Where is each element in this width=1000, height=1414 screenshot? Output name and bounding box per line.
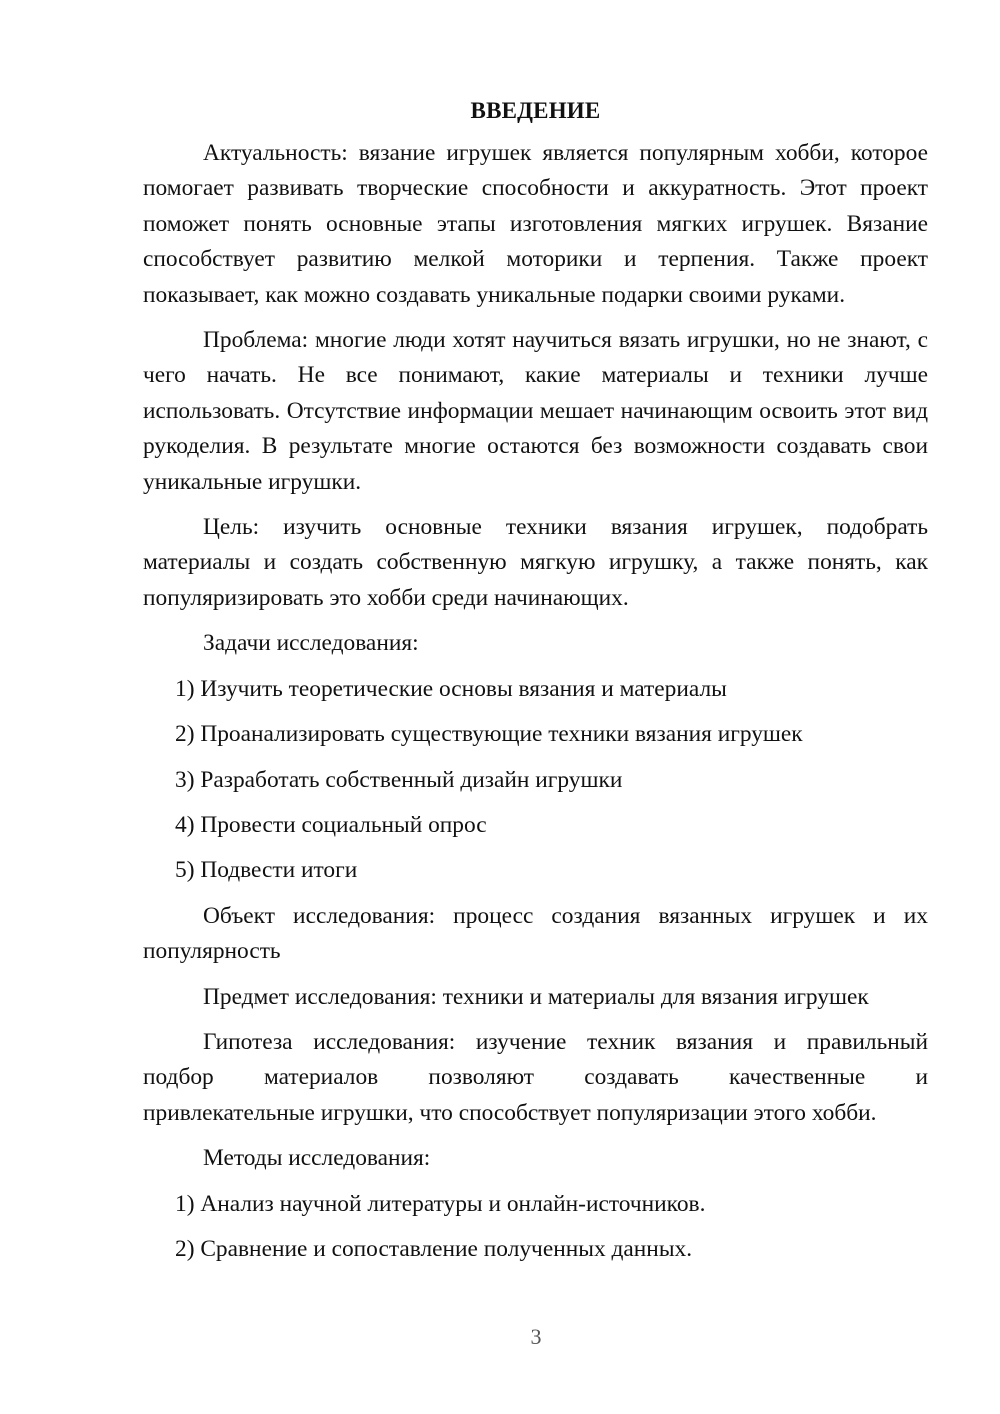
task-item: 4) Провести социальный опрос: [175, 811, 487, 838]
goal-paragraph: Цель: изучить основные техники вязания игрушек, подобрать материалы и создать собственную мягкую игрушку, а также понять, как популяризировать это хобби среди начинающих.: [143, 514, 928, 611]
method-item: 1) Анализ научной литературы и онлайн-источников.: [175, 1190, 706, 1217]
method-item: 2) Сравнение и сопоставление полученных данных.: [175, 1235, 693, 1262]
task-item: 2) Проанализировать существующие техники вязания игрушек: [175, 721, 803, 748]
task-item: 5) Подвести итоги: [175, 857, 358, 884]
methods-list: [143, 1187, 928, 1268]
hypothesis-line: привлекательные игрушки, что способствует популяризации этого хобби.: [143, 1099, 877, 1126]
tasks-list: [143, 672, 928, 889]
relevance-paragraph: Актуальность: вязание игрушек является популярным хобби, которое помогает развивать творческие способности и аккуратность. Этот проект поможет понять основные этапы изготовления мягких игрушек. Вязание способствует развитию мелкой моторики и терпения. Также проект показывает, как можно создавать уникальные подарки своими руками.: [143, 140, 928, 308]
section-heading: ВВЕДЕНИЕ: [470, 98, 601, 123]
tasks-title: Задачи исследования:: [203, 630, 419, 657]
problem-paragraph: Проблема: многие люди хотят научиться вязать игрушки, но не знают, с чего начать. Не все понимают, какие материалы и техники лучше использовать. Отсутствие информации мешает начинающим освоить этот вид рукоделия. В результате многие остаются без возможности создавать свои уникальные игрушки.: [143, 327, 928, 495]
object-paragraph: Объект исследования: процесс создания вязанных игрушек и их популярность: [143, 902, 928, 965]
task-item: 3) Разработать собственный дизайн игрушки: [175, 766, 623, 793]
hypothesis-line: подбор материалов позволяют создавать качественные и: [143, 1064, 928, 1091]
page-content: [143, 94, 928, 1277]
hypothesis-paragraph: [143, 1025, 928, 1131]
task-item: 1) Изучить теоретические основы вязания и материалы: [175, 675, 727, 702]
hypothesis-line: Гипотеза исследования: изучение техник вязания и правильный: [203, 1028, 928, 1055]
page-number: 3: [530, 1324, 542, 1349]
subject-paragraph: Предмет исследования: техники и материалы для вязания игрушек: [203, 983, 869, 1010]
methods-title: Методы исследования:: [203, 1145, 431, 1172]
